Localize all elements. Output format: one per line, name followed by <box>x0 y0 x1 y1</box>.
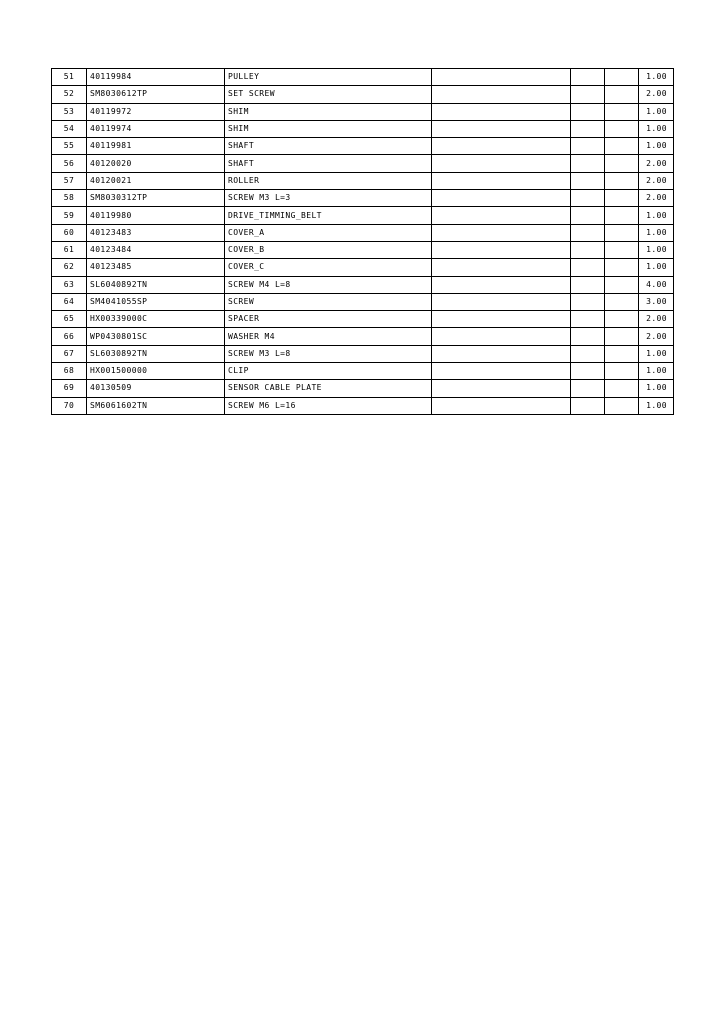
quantity-cell: 2.00 <box>639 311 674 328</box>
quantity-cell: 1.00 <box>639 103 674 120</box>
table-row <box>52 86 674 103</box>
item-number-cell: 60 <box>52 224 87 241</box>
blank-cell <box>605 86 639 103</box>
table-row <box>52 138 674 155</box>
item-number-cell: 58 <box>52 190 87 207</box>
quantity-cell: 2.00 <box>639 328 674 345</box>
part-number-cell: 40119974 <box>87 120 225 137</box>
blank-cell <box>432 120 571 137</box>
quantity-cell: 1.00 <box>639 138 674 155</box>
blank-cell <box>605 380 639 397</box>
blank-cell <box>571 69 605 86</box>
blank-cell <box>605 293 639 310</box>
part-number-cell: HX00339000C <box>87 311 225 328</box>
quantity-cell: 1.00 <box>639 259 674 276</box>
blank-cell <box>605 190 639 207</box>
part-number-cell: 40123485 <box>87 259 225 276</box>
table-row <box>52 363 674 380</box>
part-number-cell: 40120021 <box>87 172 225 189</box>
blank-cell <box>571 276 605 293</box>
blank-cell <box>605 172 639 189</box>
quantity-cell: 2.00 <box>639 172 674 189</box>
blank-cell <box>605 276 639 293</box>
blank-cell <box>571 328 605 345</box>
blank-cell <box>432 276 571 293</box>
blank-cell <box>571 86 605 103</box>
part-number-cell: SM4041055SP <box>87 293 225 310</box>
quantity-cell: 1.00 <box>639 380 674 397</box>
quantity-cell: 1.00 <box>639 224 674 241</box>
parts-table <box>51 68 674 415</box>
blank-cell <box>432 311 571 328</box>
description-cell: SCREW M6 L=16 <box>225 397 432 414</box>
item-number-cell: 68 <box>52 363 87 380</box>
description-cell: PULLEY <box>225 69 432 86</box>
blank-cell <box>432 69 571 86</box>
blank-cell <box>432 190 571 207</box>
description-cell: DRIVE_TIMMING_BELT <box>225 207 432 224</box>
item-number-cell: 52 <box>52 86 87 103</box>
table-row <box>52 207 674 224</box>
table-row <box>52 155 674 172</box>
blank-cell <box>571 172 605 189</box>
description-cell: COVER_A <box>225 224 432 241</box>
table-row <box>52 190 674 207</box>
description-cell: ROLLER <box>225 172 432 189</box>
part-number-cell: 40123484 <box>87 241 225 258</box>
blank-cell <box>432 172 571 189</box>
blank-cell <box>571 120 605 137</box>
part-number-cell: SL6040892TN <box>87 276 225 293</box>
table-row <box>52 259 674 276</box>
quantity-cell: 1.00 <box>639 69 674 86</box>
table-row <box>52 276 674 293</box>
blank-cell <box>571 224 605 241</box>
blank-cell <box>571 241 605 258</box>
item-number-cell: 57 <box>52 172 87 189</box>
blank-cell <box>432 207 571 224</box>
blank-cell <box>432 138 571 155</box>
blank-cell <box>605 328 639 345</box>
description-cell: SHIM <box>225 120 432 137</box>
table-row <box>52 345 674 362</box>
blank-cell <box>571 363 605 380</box>
blank-cell <box>605 103 639 120</box>
description-cell: SHAFT <box>225 155 432 172</box>
description-cell: SCREW M4 L=8 <box>225 276 432 293</box>
part-number-cell: 40123483 <box>87 224 225 241</box>
quantity-cell: 1.00 <box>639 363 674 380</box>
part-number-cell: SL6030892TN <box>87 345 225 362</box>
item-number-cell: 67 <box>52 345 87 362</box>
quantity-cell: 1.00 <box>639 120 674 137</box>
part-number-cell: 40119984 <box>87 69 225 86</box>
item-number-cell: 55 <box>52 138 87 155</box>
part-number-cell: SM6061602TN <box>87 397 225 414</box>
blank-cell <box>432 345 571 362</box>
part-number-cell: SM8030612TP <box>87 86 225 103</box>
blank-cell <box>571 397 605 414</box>
quantity-cell: 1.00 <box>639 241 674 258</box>
table-row <box>52 380 674 397</box>
blank-cell <box>571 380 605 397</box>
description-cell: SCREW <box>225 293 432 310</box>
description-cell: COVER_B <box>225 241 432 258</box>
description-cell: SHAFT <box>225 138 432 155</box>
blank-cell <box>571 345 605 362</box>
item-number-cell: 70 <box>52 397 87 414</box>
blank-cell <box>432 241 571 258</box>
blank-cell <box>571 311 605 328</box>
item-number-cell: 54 <box>52 120 87 137</box>
description-cell: CLIP <box>225 363 432 380</box>
item-number-cell: 62 <box>52 259 87 276</box>
blank-cell <box>432 86 571 103</box>
blank-cell <box>432 380 571 397</box>
blank-cell <box>605 207 639 224</box>
item-number-cell: 59 <box>52 207 87 224</box>
blank-cell <box>432 397 571 414</box>
part-number-cell: WP0430801SC <box>87 328 225 345</box>
blank-cell <box>605 259 639 276</box>
blank-cell <box>605 241 639 258</box>
blank-cell <box>605 120 639 137</box>
table-row <box>52 120 674 137</box>
quantity-cell: 1.00 <box>639 397 674 414</box>
blank-cell <box>605 138 639 155</box>
quantity-cell: 2.00 <box>639 190 674 207</box>
part-number-cell: 40119980 <box>87 207 225 224</box>
description-cell: SENSOR CABLE PLATE <box>225 380 432 397</box>
blank-cell <box>571 155 605 172</box>
blank-cell <box>605 363 639 380</box>
description-cell: SCREW M3 L=8 <box>225 345 432 362</box>
blank-cell <box>432 259 571 276</box>
table-row <box>52 311 674 328</box>
blank-cell <box>605 224 639 241</box>
table-row <box>52 172 674 189</box>
table-row <box>52 69 674 86</box>
blank-cell <box>605 155 639 172</box>
item-number-cell: 53 <box>52 103 87 120</box>
blank-cell <box>605 345 639 362</box>
item-number-cell: 69 <box>52 380 87 397</box>
item-number-cell: 64 <box>52 293 87 310</box>
blank-cell <box>432 293 571 310</box>
table-row <box>52 328 674 345</box>
part-number-cell: HX001500000 <box>87 363 225 380</box>
blank-cell <box>432 155 571 172</box>
blank-cell <box>571 138 605 155</box>
blank-cell <box>605 311 639 328</box>
blank-cell <box>605 69 639 86</box>
blank-cell <box>605 397 639 414</box>
table-row <box>52 293 674 310</box>
quantity-cell: 4.00 <box>639 276 674 293</box>
table-row <box>52 224 674 241</box>
item-number-cell: 63 <box>52 276 87 293</box>
quantity-cell: 1.00 <box>639 345 674 362</box>
parts-table-body <box>52 69 674 415</box>
part-number-cell: 40130509 <box>87 380 225 397</box>
table-row <box>52 397 674 414</box>
item-number-cell: 65 <box>52 311 87 328</box>
description-cell: SCREW M3 L=3 <box>225 190 432 207</box>
quantity-cell: 2.00 <box>639 86 674 103</box>
description-cell: WASHER M4 <box>225 328 432 345</box>
blank-cell <box>432 328 571 345</box>
quantity-cell: 1.00 <box>639 207 674 224</box>
blank-cell <box>432 103 571 120</box>
table-row <box>52 241 674 258</box>
blank-cell <box>571 103 605 120</box>
description-cell: SHIM <box>225 103 432 120</box>
blank-cell <box>571 207 605 224</box>
quantity-cell: 3.00 <box>639 293 674 310</box>
table-row <box>52 103 674 120</box>
part-number-cell: 40119972 <box>87 103 225 120</box>
item-number-cell: 61 <box>52 241 87 258</box>
blank-cell <box>571 293 605 310</box>
item-number-cell: 51 <box>52 69 87 86</box>
item-number-cell: 56 <box>52 155 87 172</box>
description-cell: SET SCREW <box>225 86 432 103</box>
blank-cell <box>571 259 605 276</box>
blank-cell <box>432 363 571 380</box>
part-number-cell: 40119981 <box>87 138 225 155</box>
description-cell: COVER_C <box>225 259 432 276</box>
description-cell: SPACER <box>225 311 432 328</box>
quantity-cell: 2.00 <box>639 155 674 172</box>
item-number-cell: 66 <box>52 328 87 345</box>
blank-cell <box>571 190 605 207</box>
part-number-cell: 40120020 <box>87 155 225 172</box>
part-number-cell: SM8030312TP <box>87 190 225 207</box>
blank-cell <box>432 224 571 241</box>
